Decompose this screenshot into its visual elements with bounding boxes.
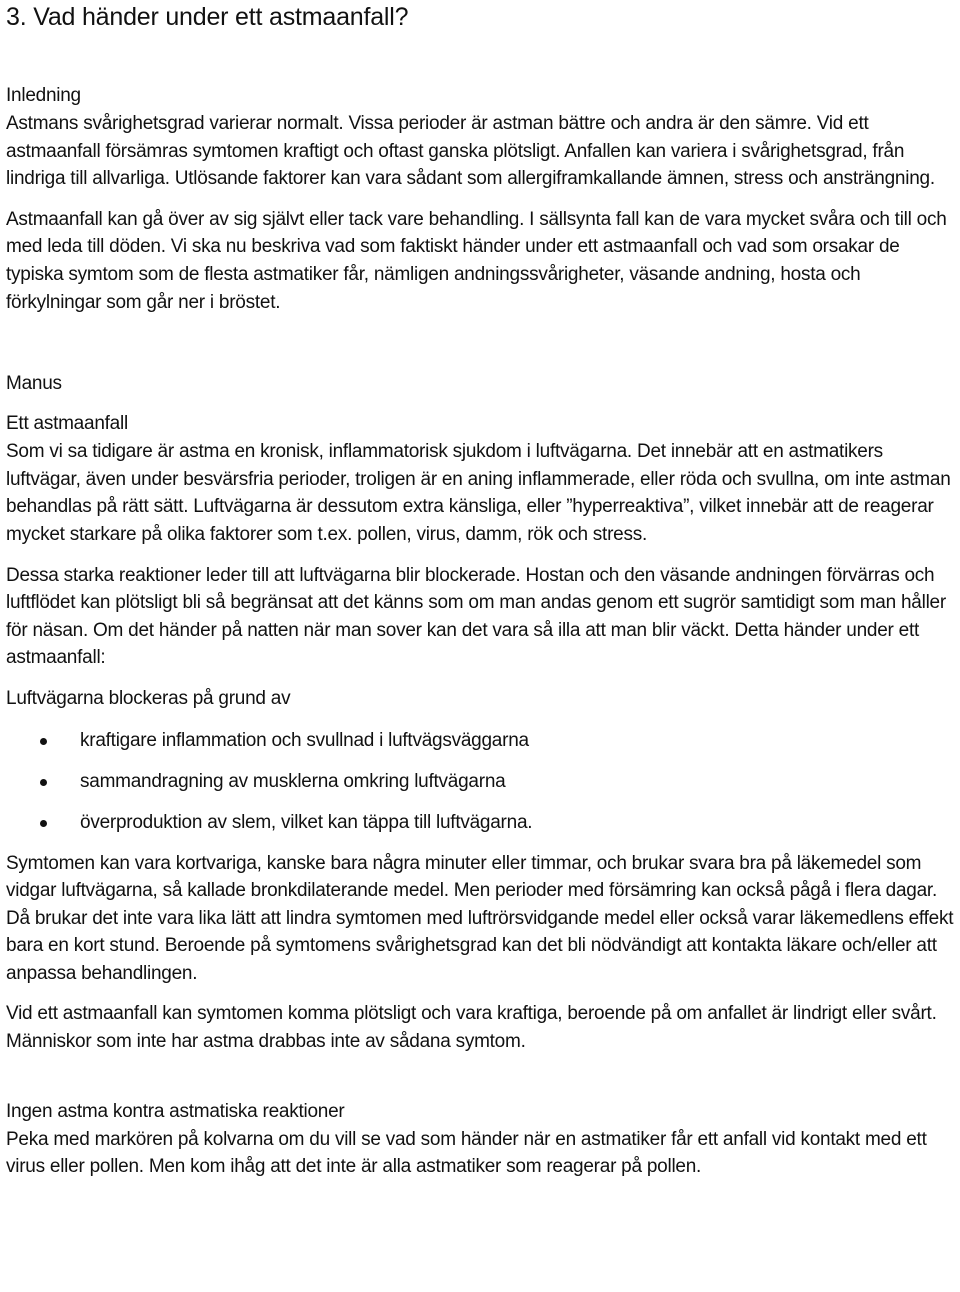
section-heading-manus: Manus [6,373,62,395]
section-inledning [6,82,960,316]
bullet-icon [40,779,47,786]
list-item [6,727,960,755]
section-manus [6,370,960,1056]
paragraph: Symtomen kan vara kortvariga, kanske bara några minuter eller timmar, och brukar svara bra på läkemedel som vidgar luftvägarna, så kallade bronkdilaterande medel. Men perioder med försämring kan också pågå i flera dagar. Då brukar det inte vara lika lätt att lindra symtomen med luftrörsvidgande medel eller också varar läkemedlens effekt bara en kort stund. Beroende på symtomens svårighetsgrad kan det bli nödvändigt att kontakta läkare och/eller att anpassa behandlingen. [6,852,954,984]
list-item [6,768,960,796]
bullet-icon [40,738,47,745]
paragraph: Astmans svårighetsgrad varierar normalt. Vissa perioder är astman bättre och andra är den sämre. Vid ett astmaanfall försämras symtomen kraftigt och oftast ganska plötsligt. Anfallen kan variera i svårighetsgrad, från lindriga till allvarliga. Utlösande faktorer kan vara sådant som allergiframkallande ämnen, stress och ansträngning. [6,113,935,190]
paragraph: Vid ett astmaanfall kan symtomen komma plötsligt och vara kraftiga, beroende på om anfallet är lindrigt eller svårt. Människor som inte har astma drabbas inte av sådana symtom. [6,1003,937,1053]
list-item-text: överproduktion av slem, vilket kan täppa till luftvägarna. [80,811,533,833]
paragraph: Dessa starka reaktioner leder till att luftvägarna blir blockerade. Hostan och den väsande andningen förvärras och luftflödet kan plötsligt bli så begränsat att det känns som om man andas genom ett sugrör samtidigt som man håller för näsan. Om det händer på natten när man sover kan det vara så illa att man blir väckt. Detta händer under ett astmaanfall: [6,564,946,669]
section-heading-ingen-astma: Ingen astma kontra astmatiska reaktioner [6,1100,345,1122]
list-item-text: kraftigare inflammation och svullnad i luftvägsväggarna [80,729,529,751]
paragraph: Astmaanfall kan gå över av sig självt eller tack vare behandling. I sällsynta fall kan de vara mycket svåra och till och med leda till döden. Vi ska nu beskriva vad som faktiskt händer under ett astmaanfall och vad som orsakar de typiska symtom som de flesta astmatiker får, nämligen andningssvårigheter, väsande andning, hosta och förkylningar som går ner i bröstet. [6,208,947,313]
list-item-text: sammandragning av musklerna omkring luftvägarna [80,770,506,792]
list-item [6,809,960,837]
subheading-ett-astmaanfall: Ett astmaanfall [6,413,128,435]
page-title: 3. Vad händer under ett astmaanfall? [6,3,409,31]
paragraph: Peka med markören på kolvarna om du vill se vad som händer när en astmatiker får ett anfall vid kontakt med ett virus eller pollen. Men kom ihåg att det inte är alla astmatiker som reagerar på pollen. [6,1128,927,1178]
list-intro: Luftvägarna blockeras på grund av [6,687,291,709]
section-heading-inledning: Inledning [6,85,81,106]
bullet-list [6,727,960,837]
section-ingen-astma [6,1098,960,1181]
bullet-icon [40,820,47,827]
paragraph: Som vi sa tidigare är astma en kronisk, inflammatorisk sjukdom i luftvägarna. Det innebär att en astmatikers luftvägar, även under besvärsfria perioder, troligen är en aning inflammerade, eller röda och svullna, om inte astman behandlas på rätt sätt. Luftvägarna är dessutom extra känsliga, eller ”hyperreaktiva”, vilket innebär att de reagerar mycket starkare på olika faktorer som t.ex. pollen, virus, damm, rök och stress. [6,441,951,545]
